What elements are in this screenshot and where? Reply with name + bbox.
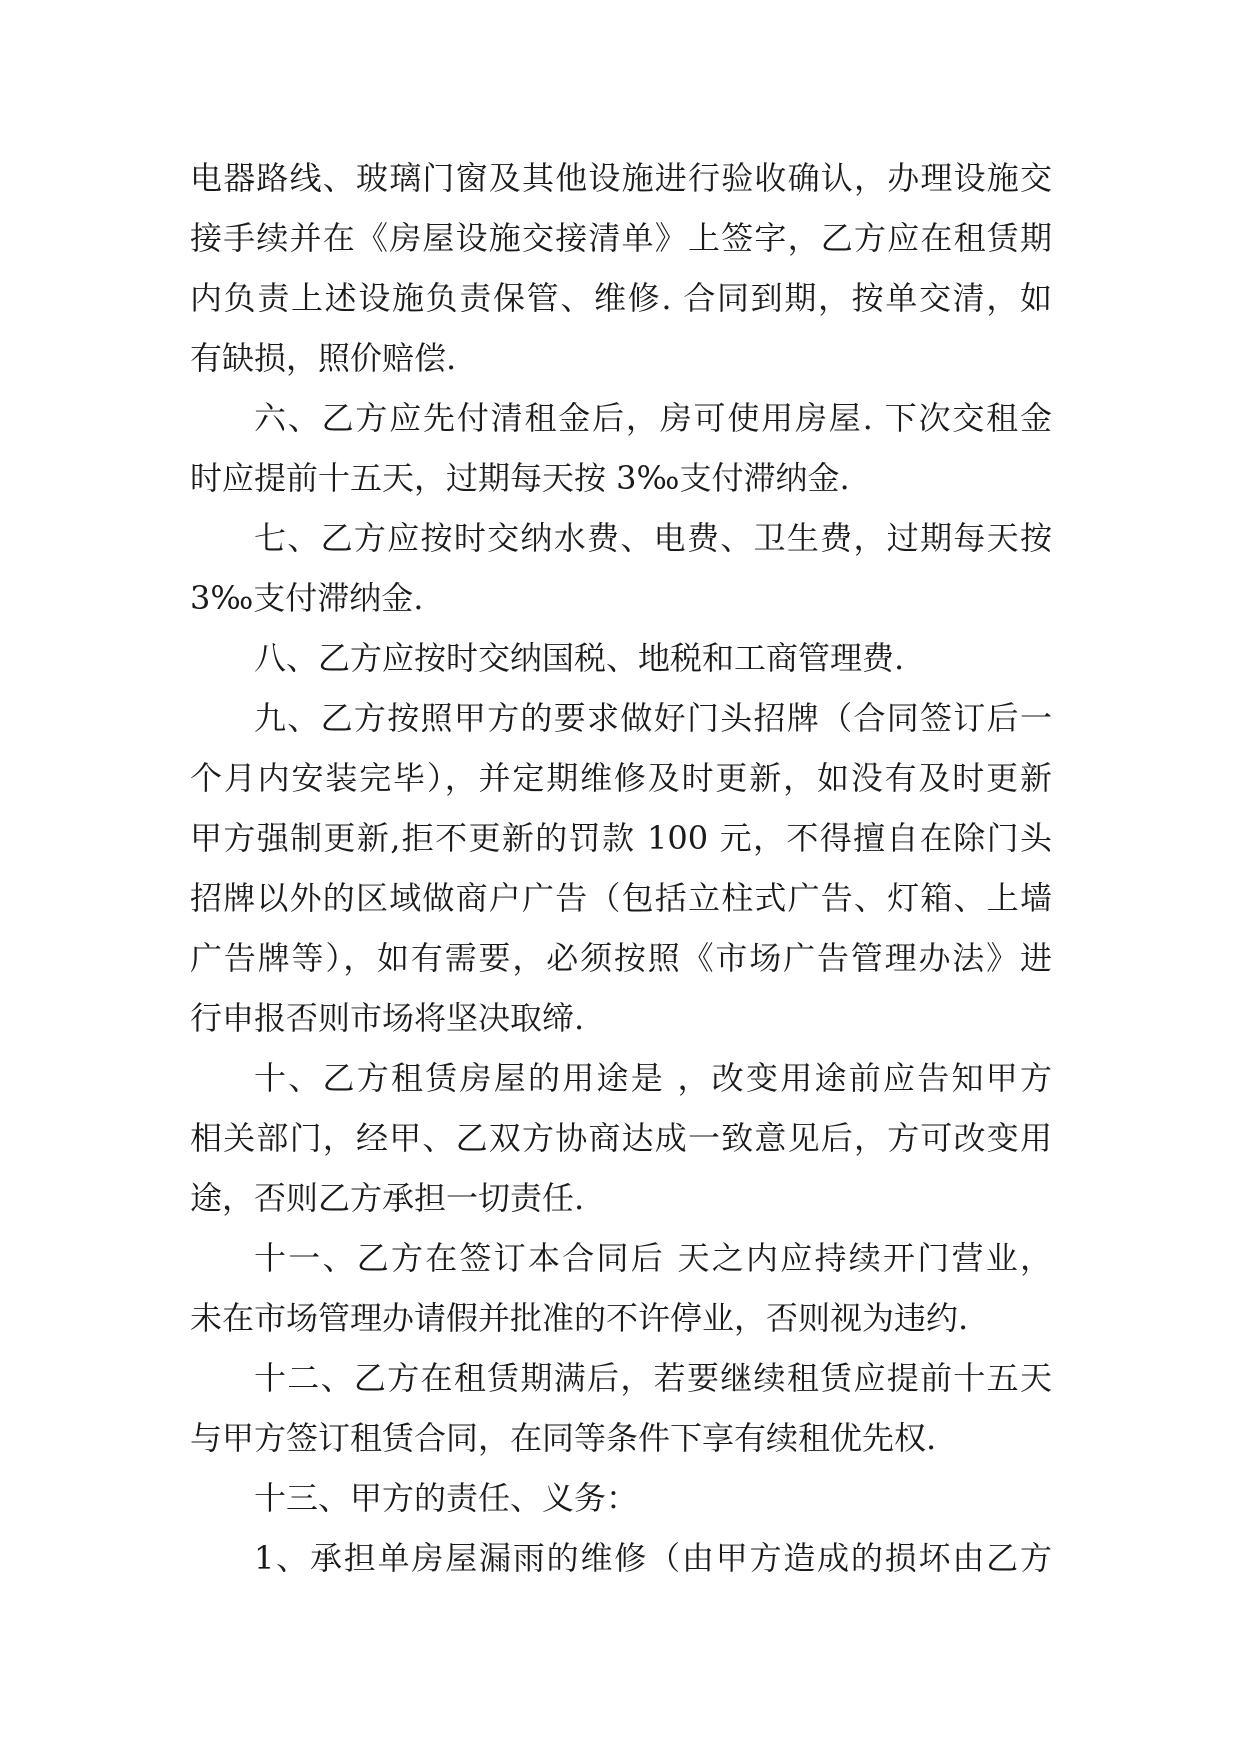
text-line: 广告牌等），如有需要，必须按照《市场广告管理办法》进 [190, 939, 1052, 977]
clause-thirteen-heading: 十三、甲方的责任、义务： [254, 1479, 639, 1517]
clause-eight: 八、乙方应按时交纳国税、地税和工商管理费. [254, 639, 905, 677]
text-line: 电器路线、玻璃门窗及其他设施进行验收确认，办理设施交 [190, 159, 1052, 197]
clause-eleven: 十一、乙方在签订本合同后 天之内应持续开门营业， [254, 1239, 1052, 1277]
text-line: 有缺损，照价赔偿. [190, 339, 457, 377]
text-line: 甲方强制更新,拒不更新的罚款 100 元，不得擅自在除门头 [190, 819, 1052, 857]
clause-nine: 九、乙方按照甲方的要求做好门头招牌（合同签订后一 [254, 699, 1052, 737]
text-line: 时应提前十五天，过期每天按 3‰支付滞纳金. [190, 459, 850, 497]
text-line: 个月内安装完毕），并定期维修及时更新，如没有及时更新 [190, 759, 1052, 797]
text-line: 途，否则乙方承担一切责任. [190, 1179, 585, 1217]
clause-seven: 七、乙方应按时交纳水费、电费、卫生费，过期每天按 [254, 519, 1052, 557]
text-line: 未在市场管理办请假并批准的不许停业，否则视为违约. [190, 1299, 969, 1337]
clause-thirteen-item-one: 1、承担单房屋漏雨的维修（由甲方造成的损坏由乙方 [254, 1539, 1052, 1577]
clause-twelve: 十二、乙方在租赁期满后，若要继续租赁应提前十五天 [254, 1359, 1052, 1397]
text-line: 行申报否则市场将坚决取缔. [190, 999, 585, 1037]
text-line: 与甲方签订租赁合同，在同等条件下享有续租优先权. [190, 1419, 937, 1457]
document-body [190, 148, 1052, 1588]
text-line: 接手续并在《房屋设施交接清单》上签字，乙方应在租赁期 [190, 219, 1052, 257]
text-line: 相关部门，经甲、乙双方协商达成一致意见后，方可改变用 [190, 1119, 1052, 1157]
text-line: 招牌以外的区域做商户广告（包括立柱式广告、灯箱、上墙 [190, 879, 1052, 917]
clause-ten: 十、乙方租赁房屋的用途是 ，改变用途前应告知甲方 [254, 1059, 1052, 1097]
text-line: 内负责上述设施负责保管、维修. 合同到期，按单交清，如 [190, 279, 1052, 317]
clause-six: 六、乙方应先付清租金后，房可使用房屋. 下次交租金 [254, 399, 1052, 437]
text-line: 3‰支付滞纳金. [190, 579, 424, 617]
